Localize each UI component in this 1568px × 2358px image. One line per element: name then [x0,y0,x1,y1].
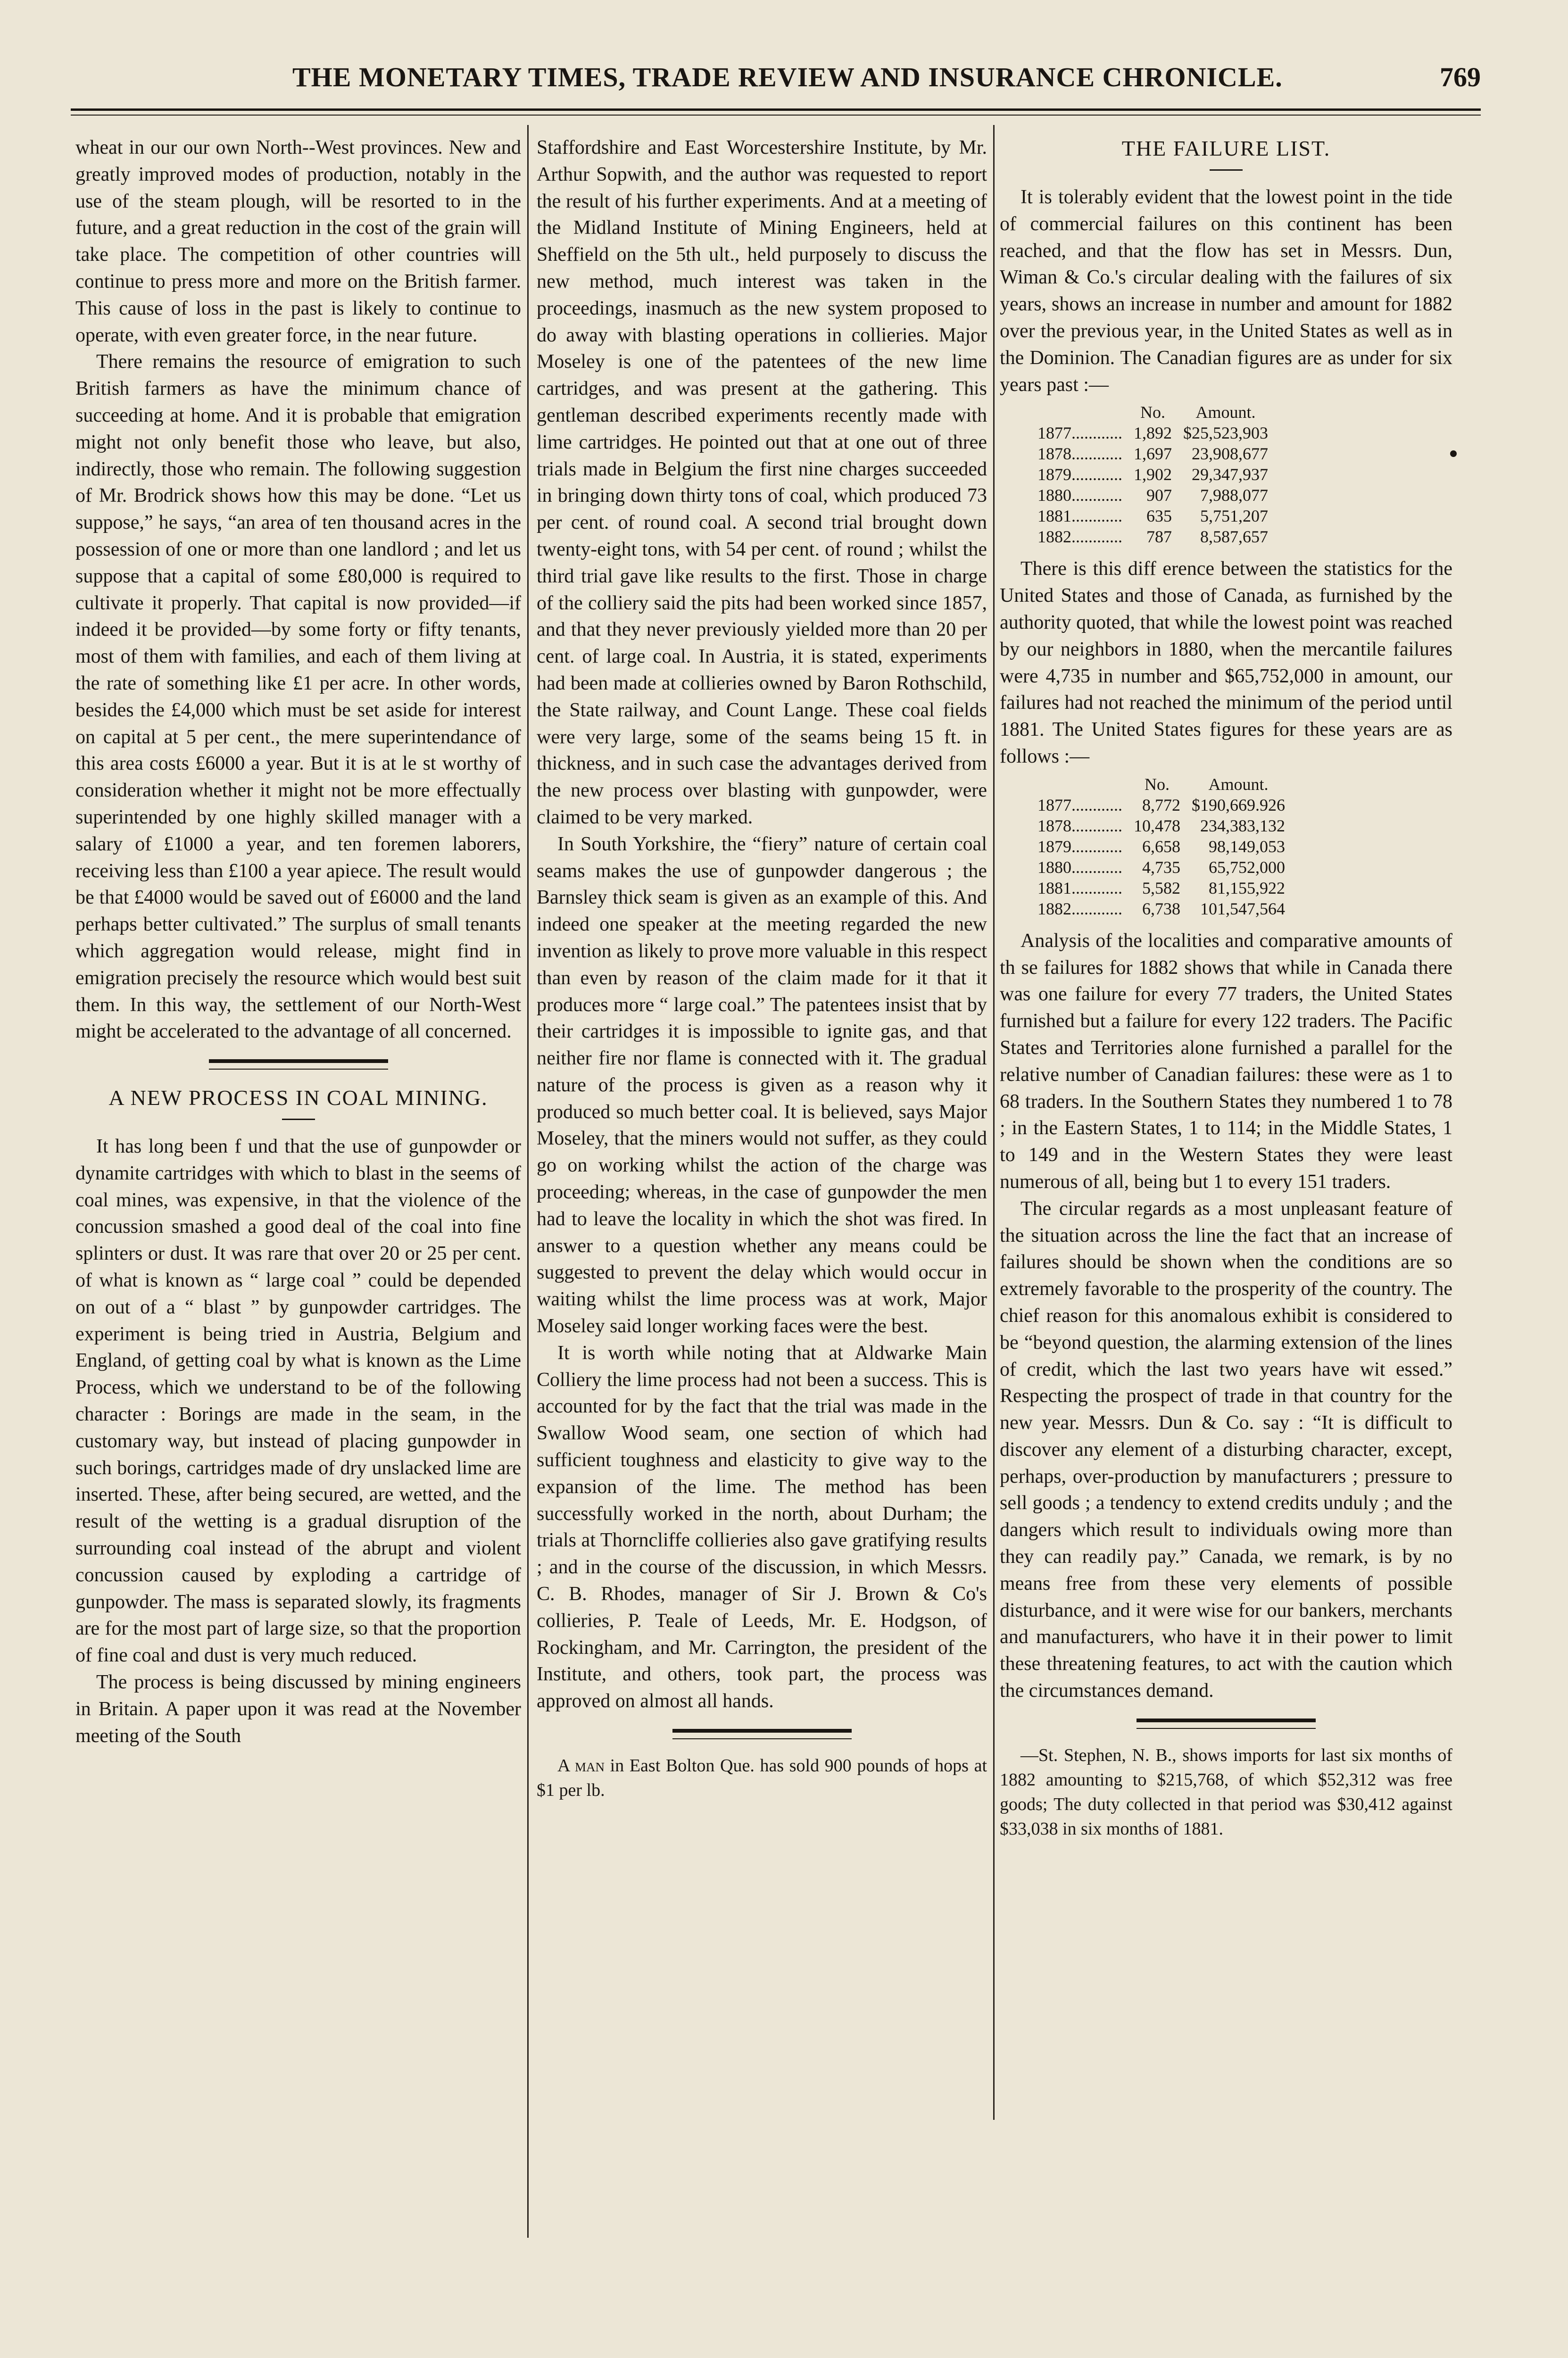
section-separator [1137,1719,1316,1729]
amount-cell: 23,908,677 [1192,444,1268,464]
amount-cell: 101,547,564 [1200,899,1285,918]
year-cell: 1877............ [1037,423,1122,443]
section-separator [672,1729,852,1739]
amount-cell: 81,155,922 [1209,878,1285,897]
margin-dot [1450,450,1457,457]
count-cell: 8,772 [1142,795,1180,814]
header-rule [71,108,1481,111]
count-cell: 1,902 [1134,465,1172,484]
year-cell: 1878............ [1037,816,1122,835]
canada-failures-table [1037,402,1274,547]
heading-rule [282,1119,315,1120]
paragraph: Staffordshire and East Worcestershire Institute, by Mr. Arthur Sopwith, and the author was requested to report the result of his further experiments. And at a meeting of the Midland Institute of Mining Engineers, held at Sheffield on the 5th ult., held purposely to discuss the new method, much interest was taken in the proceedings, inasmuch as the new system proposed to do away with blasting operations in collieries. Major Moseley is one of the patentees of the new lime cartridges, and was present at the gathering. This gentleman described experiments recently made with lime cartridges. He pointed out that at one out of three trials made in Belgium the first nine charges succeeded in bringing down thirty tons of coal, which produced 73 per cent. of round coal. A second trial brought down twenty-eight tons, with 54 per cent. of round ; whilst the third trial gave like results to the first. Those in charge of the colliery said the pits had been worked since 1857, and that they never previously yielded more than 20 per cent. of large coal. In Austria, it is stated, experiments had been made at collieries owned by Baron Rothschild, the State railway, and Count Lange. These coal fields were very large, some of the seams being 15 ft. in thickness, and in such case the advantages derived from the new process over blasting with gunpowder, were claimed to be very marked. [537,137,987,828]
amount-cell: $25,523,903 [1183,423,1268,443]
column-header: Amount. [1195,403,1256,422]
paragraph: It is tolerably evident that the lowest point in the tide of commercial failures on this continent has been reached, and that the flow has set in Messrs. Dun, Wiman & Co.'s circular dealing with the failures of six years, shows an increase in number and amount for 1882 over the previous year, in the United States as well as in the Dominion. The Canadian figures are as under for six years past :— [1000,186,1452,396]
count-cell: 1,697 [1134,444,1172,464]
column-header: No. [1145,774,1170,794]
note-text: in East Bolton Que. has sold 900 pounds of hops at $1 per lb. [537,1756,987,1801]
year-cell: 1882............ [1037,527,1122,547]
amount-cell: 5,751,207 [1200,506,1268,526]
amount-cell: 98,149,053 [1209,837,1285,856]
year-cell: 1882............ [1037,899,1122,918]
year-cell: 1878............ [1037,444,1122,464]
year-cell: 1879............ [1037,837,1122,856]
table-row [1037,878,1291,898]
amount-cell: 234,383,132 [1200,816,1285,835]
year-cell: 1881............ [1037,878,1122,897]
paragraph: There remains the resource of emigration to such British farmers as have the minimum chance of succeeding at home. And it is probable that emigration might not only benefit those who leave, but also, indirectly, those who remain. The following suggestion of Mr. Brodrick shows how this may be done. “Let us suppose,” he says, “an area of ten thousand acres in the possession of one or more than one landlord ; and let us suppose that a capital of some £80,000 is required to cultivate it properly. That capital is now provided—if indeed it be provided—by some forty or fifty tenants, most of them with families, and each of them living at the rate of something like £1 per acre. In other words, besides the £4,000 which must be set aside for interest on capital at 5 per cent., the mere superintendance of this area costs £6000 a year. But it is at le st worthy of consideration whether it might not be more effectually superintended by one highly skilled manager with a salary of £1000 a year, and ten foremen laborers, receiving less than £100 a year apiece. The result would be that £4000 would be saved out of £6000 and the land perhaps better cultivated.” The surplus of small tenants which aggregation would release, might find in emigration precisely the resource which would best suit them. In this way, the settlement of our North-West might be accelerated to the advantage of all concerned. [75,351,521,1043]
table-row [1037,485,1274,506]
column-divider [993,125,995,2120]
table-row [1037,464,1274,485]
news-note: —St. Stephen, N. B., shows imports for last six months of 1882 amounting to $215,768, of which $52,312 was free goods; The duty collected in that period was $30,412 against $33,038 in six months of 1881. [1000,1745,1452,1839]
column-2 [537,134,987,1802]
table-row [1037,836,1291,857]
count-cell: 635 [1146,506,1172,526]
article-heading: A NEW PROCESS IN COAL MINING. [108,1086,488,1110]
news-note [537,1753,987,1802]
count-cell: 4,735 [1142,857,1180,877]
column-divider [527,125,529,2238]
amount-cell: 7,988,077 [1200,486,1268,505]
running-title: THE MONETARY TIMES, TRADE REVIEW AND INSURANCE CHRONICLE. [292,62,1283,92]
article-heading: THE FAILURE LIST. [1121,136,1331,160]
count-cell: 907 [1146,486,1172,505]
table-row [1037,506,1274,526]
count-cell: 10,478 [1134,816,1180,835]
page-number: 769 [1440,62,1481,92]
count-cell: 5,582 [1142,878,1180,897]
amount-cell: 29,347,937 [1192,465,1268,484]
count-cell: 6,658 [1142,837,1180,856]
year-cell: 1877............ [1037,795,1122,814]
table-row [1037,423,1274,443]
table-row [1037,526,1274,547]
paragraph: It has long been f und that the use of gunpowder or dynamite cartridges with which to blast in the seems of coal mines, was expensive, in that the violence of the concussion smashed a good deal of the coal into fine splinters or dust. It was rare that over 20 or 25 per cent. of what is known as “ large coal ” could be depended on out of a “ blast ” by gunpowder cartridges. The experiment is being tried in Austria, Belgium and England, of getting coal by what is known as the Lime Process, which we understand to be of the following character : Borings are made in the seam, in the customary way, but instead of placing gunpowder in such borings, cartridges made of dry unslacked lime are inserted. These, after being secured, are wetted, and the result of the wetting is a gradual disruption of the surrounding coal instead of the abrupt and violent concussion caused by exploding a cartridge of gunpowder. The mass is separated slowly, its fragments are for the most part of large size, so that the proportion of fine coal and dust is very much reduced. [75,1136,521,1667]
count-cell: 1,892 [1134,423,1172,443]
table-row [1037,857,1291,878]
section-separator [209,1059,388,1070]
amount-cell: 65,752,000 [1209,857,1285,877]
heading-rule [1210,169,1243,171]
year-cell: 1880............ [1037,486,1122,505]
page-header [71,61,1481,99]
paragraph: Analysis of the localities and comparative amounts of th se failures for 1882 shows that while in Canada there was one failure for every 77 traders, the United States furnished but a failure for every 122 traders. The Pacific States and Territories alone furnished a parallel for the relative number of Canadian failures: these were as 1 to 68 traders. In the Southern States they numbered 1 to 78 ; in the Eastern States, 1 to 114; in the Middle States, 1 to 149 and in the Western States they were least numerous of all, being but 1 to every 151 traders. [1000,930,1452,1193]
amount-cell: 8,587,657 [1200,527,1268,547]
paragraph: It is worth while noting that at Aldwarke Main Colliery the lime process had not been a success. This is accounted for by the fact that the trial was made in the Swallow Wood seam, one section of which had sufficient toughness and elasticity to give way to the expansion of the lime. The method has been successfully worked in the north, about Durham; the trials at Thorncliffe collieries also gave gratifying results ; and in the course of the discussion, in which Messrs. C. B. Rhodes, manager of Sir J. Brown & Co's collieries, P. Teale of Leeds, Mr. E. Hodgson, of Rockingham, and Mr. Carrington, the president of the Institute, and others, took part, the process was approved on almost all hands. [537,1342,987,1712]
paragraph: There is this diff erence between the statistics for the United States and those of Canada, as furnished by the authority quoted, that while the lowest point was reached by our neighbors in 1880, when the mercantile failures were 4,735 in number and $65,752,000 in amount, our failures had not reached the minimum of the period until 1881. The United States figures for these years are as follows :— [1000,558,1452,767]
us-failures-table [1037,774,1291,919]
count-cell: 6,738 [1142,899,1180,918]
note-lead: A man [557,1756,605,1776]
count-cell: 787 [1146,527,1172,547]
paragraph: The circular regards as a most unpleasant feature of the situation across the line the fact that an increase of failures should be shown when the conditions are so extremely favorable to the prosperity of the country. The chief reason for this anomalous exhibit is considered to be “beyond question, the alarming extension of the lines of credit, which the last two years have wit essed.” Respecting the prospect of trade in that country for the new year. Messrs. Dun & Co. say : “It is difficult to discover any element of a disturbing character, except, perhaps, over-production by manufacturers ; pressure to sell goods ; a tendency to extend credits unduly ; and the dangers which result to individuals owing more than they can readily pay.” Canada, we remark, is by no means free from these very elements of possible disturbance, and it were wise for our bankers, merchants and manufacturers, who have it in their power to limit these threatening features, to act with the caution which the circumstances demand. [1000,1197,1452,1702]
header-rule-thin [71,115,1481,116]
paragraph: wheat in our our own North--West provinces. New and greatly improved modes of production, notably in the use of the steam plough, will be resorted to in the future, and a great reduction in the cost of the grain will take place. The competition of other countries will continue to press more and more on the British farmer. This cause of loss in the past is likely to continue to operate, with even greater force, in the near future. [75,137,521,346]
year-cell: 1879............ [1037,465,1122,484]
table-row [1037,898,1291,919]
column-1 [75,134,521,1749]
table-row [1037,815,1291,836]
column-3 [1000,134,1452,1841]
paragraph: The process is being discussed by mining engineers in Britain. A paper upon it was read at the November meeting of the South [75,1671,521,1747]
table-row [1037,795,1291,815]
column-header: No. [1140,403,1165,422]
paragraph: In South Yorkshire, the “fiery” nature of certain coal seams makes the use of gunpowder dangerous ; the Barnsley thick seam is given as an example of this. And indeed one speaker at the meeting regarded the new invention as likely to prove more valuable in this respect than even by reason of the claim made for it that it produces more “ large coal.” The patentees insist that by their cartridges it is impossible to ignite gas, and that neither fire nor flame is connected with it. The gradual nature of the process is given as a reason why it produced so much better coal. It is believed, says Major Moseley, that the miners would not suffer, as they could go on working whilst the action of the charge was proceeding; whereas, in the case of gunpowder the men had to leave the locality in which the shot was fired. In answer to a question whether any means could be suggested to prevent the delay which would occur in waiting whilst the lime process was at work, Major Moseley said longer working faces were the best. [537,833,987,1337]
column-header: Amount. [1208,774,1269,794]
amount-cell: $190,669.926 [1192,795,1285,814]
table-row [1037,443,1274,464]
year-cell: 1881............ [1037,506,1122,526]
year-cell: 1880............ [1037,857,1122,877]
